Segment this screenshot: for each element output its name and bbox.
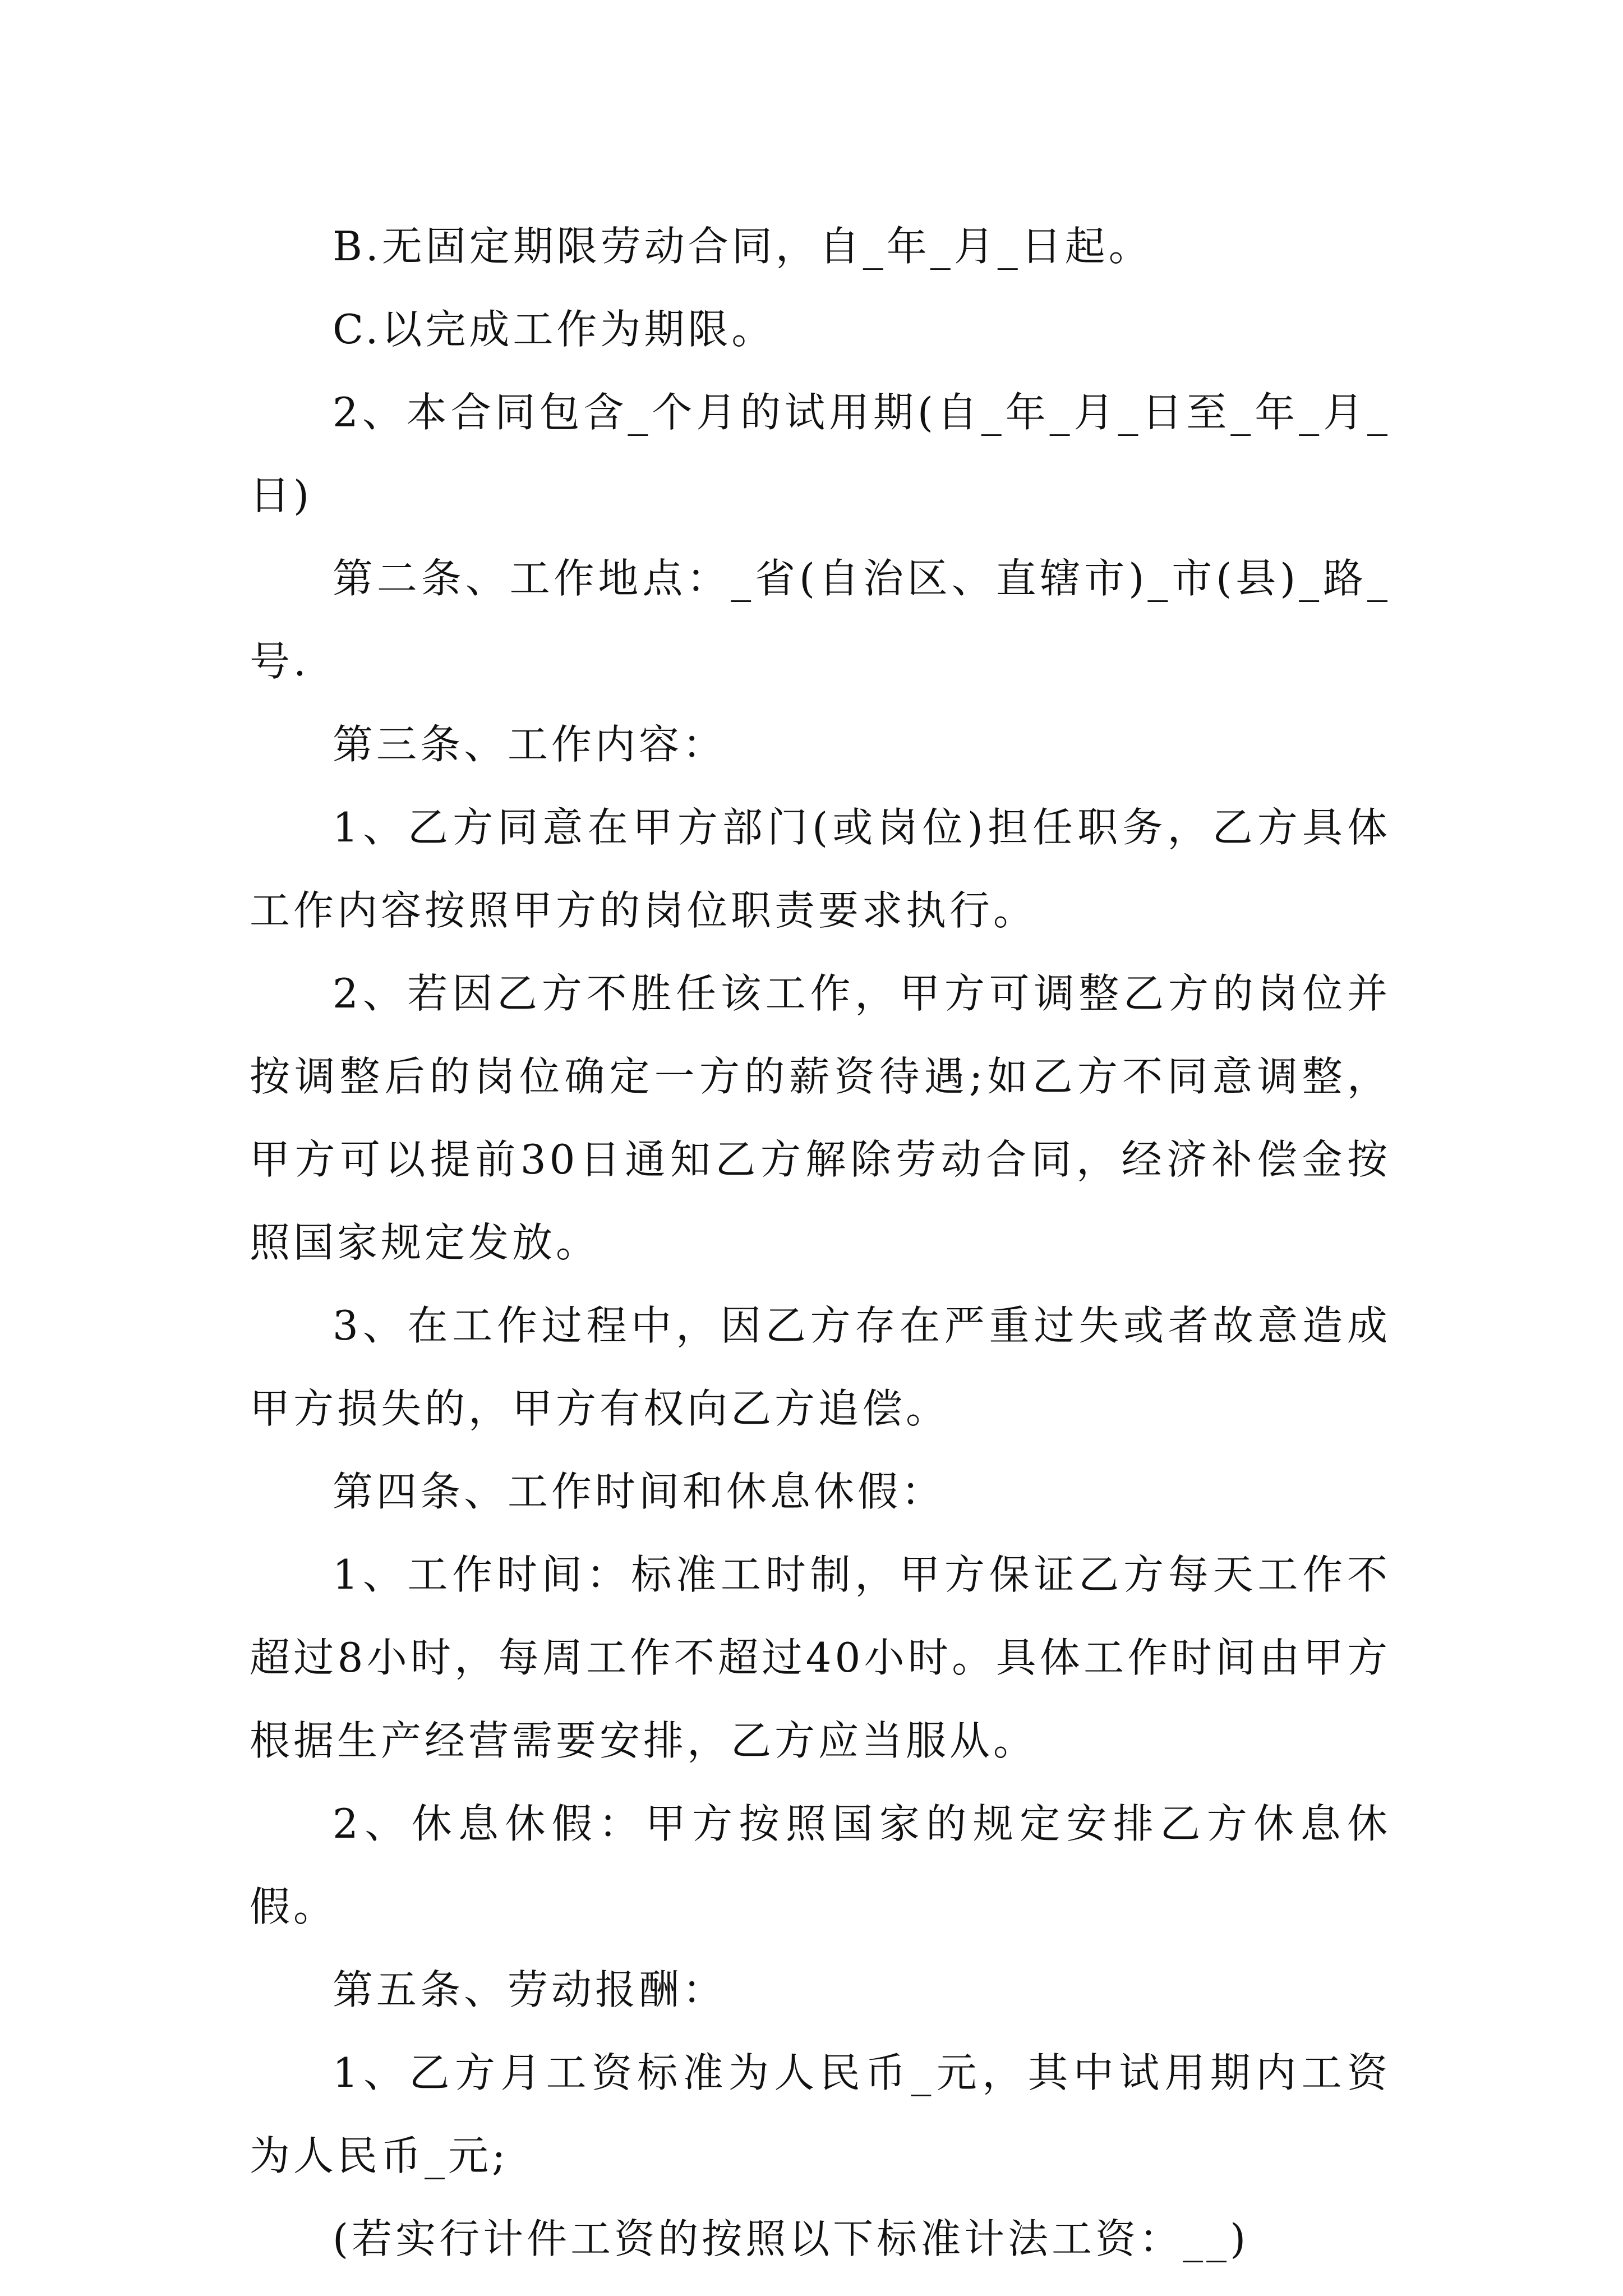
paragraph-article-4-heading: 第四条、工作时间和休息休假： [333, 1468, 946, 1515]
paragraph-article-4-item-1: 1、工作时间：标准工时制，甲方保证乙方每天工作不超过8小时，每周工作不超过40小时。具体工作时间由甲方根据生产经营需要安排，乙方应当服从。 [250, 1551, 1391, 1764]
paragraph-probation-period: 2、本合同包含_个月的试用期(自_年_月_日至_年_月_日) [250, 389, 1391, 519]
paragraph-article-3-item-3: 3、在工作过程中，因乙方存在严重过失或者故意造成甲方损失的，甲方有权向乙方追偿。 [250, 1302, 1391, 1432]
document-body [250, 205, 1391, 2280]
paragraph-article-4-item-2: 2、休息休假：甲方按照国家的规定安排乙方休息休假。 [250, 1800, 1391, 1930]
paragraph-article-3-item-2: 2、若因乙方不胜任该工作，甲方可调整乙方的岗位并按调整后的岗位确定一方的薪资待遇;如乙方不同意调整，甲方可以提前30日通知乙方解除劳动合同，经济补偿金按照国家规定发放。 [250, 970, 1391, 1266]
paragraph-article-5-item-1: 1、乙方月工资标准为人民币_元，其中试用期内工资为人民币_元; [250, 2049, 1391, 2179]
paragraph-article-5-piecework-note: (若实行计件工资的按照以下标准计法工资：__) [333, 2215, 1249, 2262]
paragraph-contract-type-c: C.以完成工作为期限。 [333, 306, 776, 353]
paragraph-article-3-heading: 第三条、工作内容： [333, 721, 727, 768]
paragraph-article-3-item-1: 1、乙方同意在甲方部门(或岗位)担任职务，乙方具体工作内容按照甲方的岗位职责要求执行。 [250, 804, 1391, 934]
paragraph-contract-type-b: B.无固定期限劳动合同，自_年_月_日起。 [333, 223, 1152, 270]
paragraph-article-2-work-location: 第二条、工作地点：_省(自治区、直辖市)_市(县)_路_号. [250, 555, 1391, 685]
paragraph-article-5-heading: 第五条、劳动报酬： [333, 1966, 727, 2013]
